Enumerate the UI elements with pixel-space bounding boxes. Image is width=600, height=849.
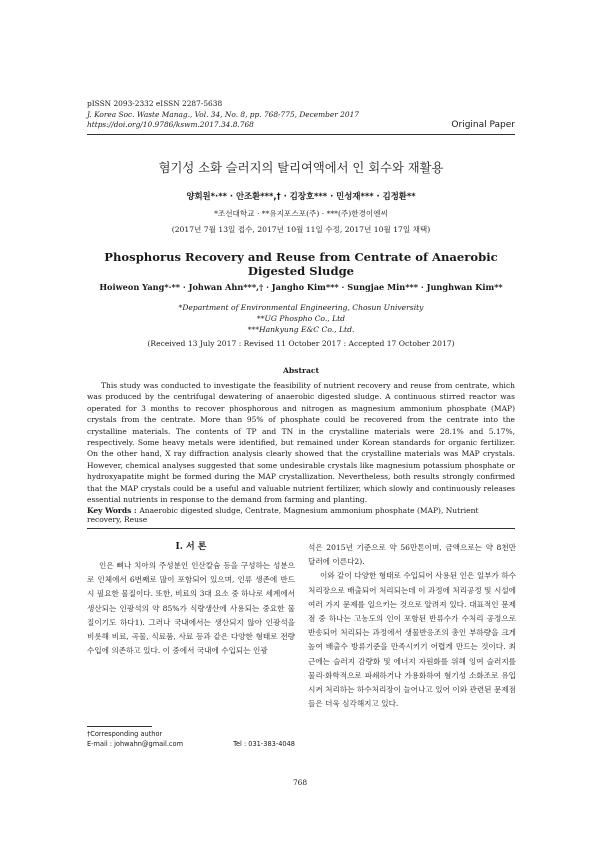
corresponding-email: E-mail : johwahn@gmail.com	[87, 739, 184, 748]
abstract-heading: Abstract	[282, 366, 320, 375]
keywords-label: Key Words :	[87, 506, 140, 515]
corresponding-footnote	[87, 730, 295, 749]
korean-authors: 양회원*·** · 안조환***,† · 김장호*** · 민성재*** · 김정환**	[186, 191, 416, 201]
korean-title: 혐기성 소화 슬러지의 탈리여액에서 인 회수와 재활용	[158, 161, 444, 175]
section-title-introduction: I. 서 론	[175, 542, 207, 552]
issn-line: pISSN 2093-2332 eISSN 2287-5638	[87, 99, 223, 108]
page-number: 768	[292, 778, 308, 787]
abstract-body: This study was conducted to investigate the feasibility of nutrient recovery and reuse from centrate, which was produced by the centrifugal dewatering of anaerobic digested sludge. A continuous stirred reactor was operated for 3 months to recover phosphorous and nitrogen as magnesium ammonium phosphate (MAP) crystals from the centrate. More than 95% of phosphate could be recovered from the centrate into the crystalline materials. The contents of TP and TN in the crystalline materials were 28.1% and 5.17%, respectively. Some heavy metals were identified, but remained under Korean standards for organic fertilizer. On the other hand, X ray diffraction analysis clearly showed that the crystalline materials was MAP crystals. However, chemical analyses suggested that some undesirable crystals like magnesium potassium phosphate or hydroxyapatite might be formed during the MAP crystallization. Nevertheless, both results strongly confirmed that the MAP crystals could be a useful and valuable nutrient fertilizer, which slowly and continuously releases essential nutrients in response to the demand from farming and planting.	[87, 381, 515, 505]
korean-affiliation: *조선대학교 · **유지포스포(주) · ***(주)한경이엔씨	[214, 209, 388, 218]
korean-dates: (2017년 7월 13일 접수, 2017년 10월 11일 수정, 2017년 10월 17일 채택)	[171, 225, 431, 234]
affiliation-2: **UG Phospho Co., Ltd	[256, 314, 346, 323]
keywords	[87, 506, 515, 524]
english-dates: (Received 13 July 2017 : Revised 11 October 2017 : Accepted 17 October 2017)	[147, 339, 455, 348]
corresponding-tel: Tel : 031-383-4048	[233, 739, 295, 748]
intro-paragraph-1: 인은 뼈나 치아의 주성분인 인산칼슘 등을 구성하는 성분으로 인체에서 6번째로 많이 포함되어 있으며, 인류 생존에 반드시 필요한 물질이다. 또한, 비료의 3대 요소 중 하나로 세계에서 생산되는 인광석의 약 85%가 식량생산에 사용되는 중요한 물질이기도 하다1). 그러나 국내에서는 생산되지 않아 인광석을 비롯해 비료, 곡물, 식료품, 사료 등과 같은 다양한 형태로 전량 수입에 의존하고 있다. 이 중에서 국내에 수입되는 인광	[87, 561, 295, 656]
english-affiliations	[87, 302, 515, 335]
journal-citation: J. Korea Soc. Waste Manag., Vol. 34, No. 8, pp. 768-775, December 2017	[87, 109, 359, 119]
affiliation-1: *Department of Environmental Engineering, Chosun University	[178, 303, 424, 312]
intro-paragraph-continued: 석은 2015년 기준으로 약 56만톤이며, 금액으로는 약 8천만 달러에 이른다2).	[308, 543, 516, 567]
corresponding-author-label: †Corresponding author	[87, 730, 163, 738]
footnote-rule	[87, 726, 152, 727]
right-column	[308, 541, 516, 711]
left-column	[87, 541, 295, 658]
keywords-rule	[87, 528, 515, 529]
keywords-text: Anaerobic digested sludge, Centrate, Magnesium ammonium phosphate (MAP), Nutrient recovery, Reuse	[87, 506, 479, 524]
doi-link[interactable]: https://doi.org/10.9786/kswm.2017.34.8.768	[87, 120, 254, 129]
header-rule	[87, 134, 515, 135]
journal-header	[87, 99, 515, 131]
article-type-badge: Original Paper	[451, 120, 515, 130]
english-title: Phosphorus Recovery and Reuse from Centrate of Anaerobic Digested Sludge	[104, 250, 498, 278]
english-authors: Hoiweon Yang*·** · Johwan Ahn***,† · Jangho Kim*** · Sungjae Min*** · Junghwan Kim**	[99, 282, 503, 292]
affiliation-3: ***Hankyung E&C Co., Ltd.	[247, 325, 355, 334]
intro-paragraph-2: 이와 같이 다양한 형태로 수입되어 사용된 인은 일부가 하수처리장으로 배출되어 처리되는데 이 과정에 처리공정 및 시설에 여러 가지 문제를 일으키는 것으로 알려져 있다. 대표적인 문제점 중 하나는 고농도의 인이 포함된 반류수가 수처리 공정으로 반송되어 처리되는 과정에서 생물반응조의 총인 부하량을 크게 높여 배출수 방류기준을 만족시키기 어렵게 만드는 것이다. 최근에는 슬러지 감량화 및 에너지 자원화를 위해 잉여 슬러지를 물리·화학적으로 파쇄하거나 가용화하여 혐기성 소화조로 유입시켜 처리하는 하수처리장이 늘어나고 있어 이와 관련된 문제점들은 더욱 심각해지고 있다.	[308, 571, 516, 709]
